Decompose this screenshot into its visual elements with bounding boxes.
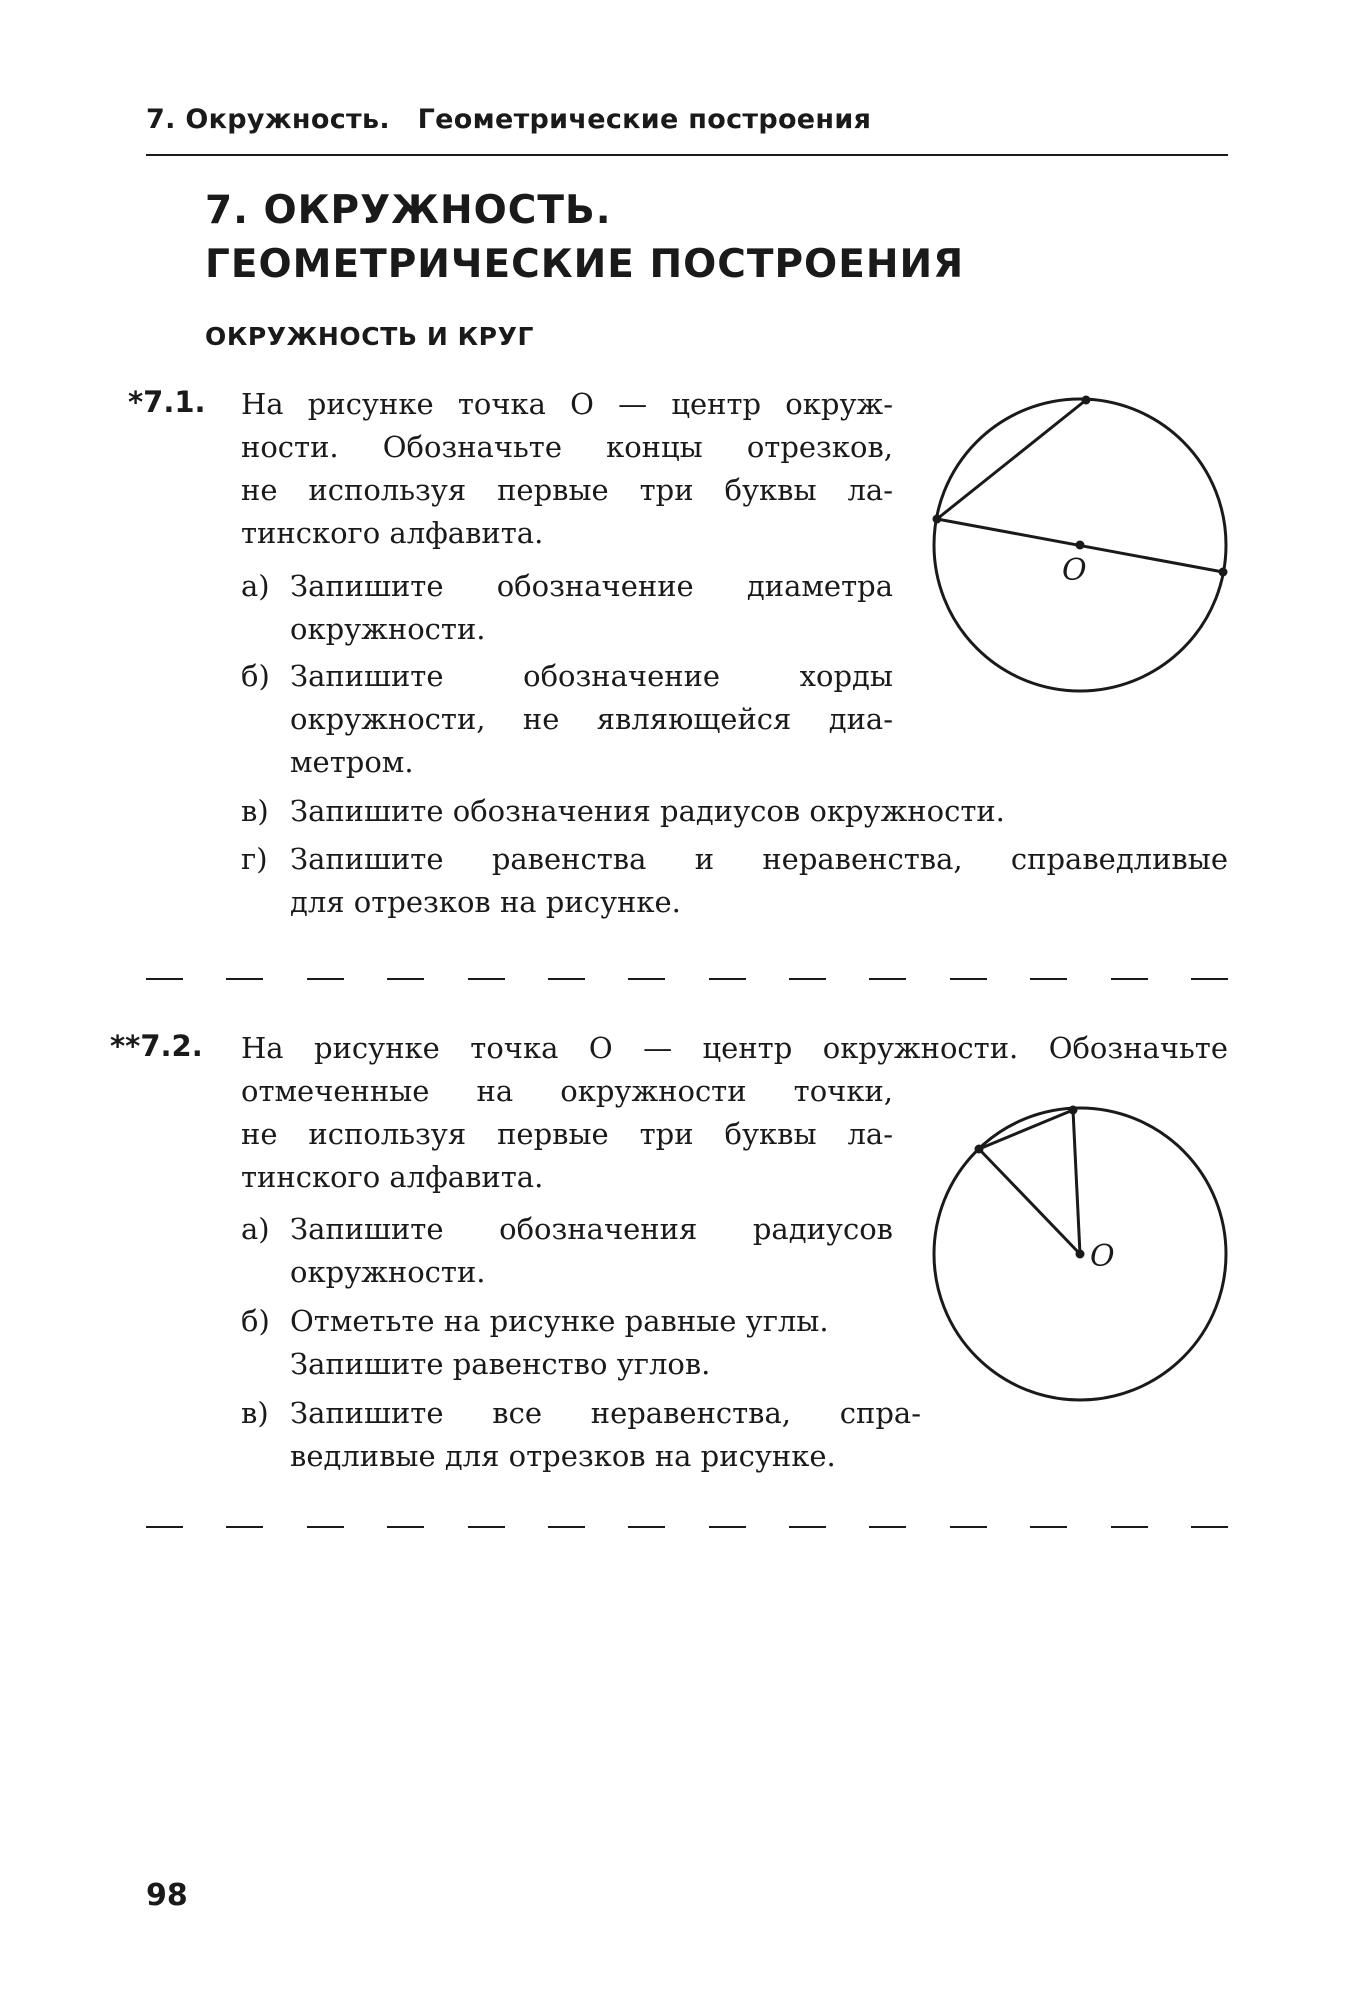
figure-7-2-circle-diagram <box>932 1106 1232 1406</box>
item-line: Запишите обозначение хорды <box>290 659 893 693</box>
task-7-2-item-b <box>241 1300 893 1386</box>
running-head-part1: Окружность. <box>185 104 390 135</box>
item-label: г) <box>241 842 268 876</box>
point-dot <box>975 1145 984 1154</box>
item-line: Запишите равенства и неравенства, справедливые <box>290 842 1228 876</box>
item-label: б) <box>241 1304 270 1338</box>
task-7-1-intro-line: тинского алфавита. <box>241 516 544 550</box>
center-dot <box>1076 541 1085 550</box>
task-7-2-intro-line: На рисунке точка О — центр окружности. Обозначьте <box>241 1031 1228 1065</box>
chapter-title <box>205 184 964 292</box>
item-label: в) <box>241 794 269 828</box>
task-7-1-intro-line: На рисунке точка О — центр окруж- <box>241 387 893 421</box>
figure-7-1-circle-diagram <box>930 390 1230 700</box>
item-line: окружности, не являющейся диа- <box>290 702 893 736</box>
task-7-1-item-b <box>241 655 893 784</box>
header-rule <box>146 154 1228 156</box>
task-7-1-item-c <box>241 790 1228 833</box>
center-label: O <box>1090 1239 1115 1274</box>
running-head-part2: Геометрические построения <box>417 104 872 135</box>
chapter-title-line1: 7. ОКРУЖНОСТЬ. <box>205 188 612 233</box>
task-7-1-intro-line: не используя первые три буквы ла- <box>241 473 893 507</box>
item-label: в) <box>241 1396 269 1430</box>
endpoint-dot <box>1082 396 1091 405</box>
radius-segment <box>1073 1110 1080 1254</box>
point-dot <box>1069 1106 1078 1115</box>
task-7-2-item-a <box>241 1208 893 1294</box>
center-label: O <box>1062 553 1087 588</box>
item-label: а) <box>241 1212 270 1246</box>
task-7-1-intro <box>241 383 893 555</box>
item-line: Запишите обозначения радиусов <box>290 1212 893 1246</box>
item-line: Запишите обозначения радиусов окружности. <box>290 794 1005 828</box>
chapter-title-line2: ГЕОМЕТРИЧЕСКИЕ ПОСТРОЕНИЯ <box>205 242 965 287</box>
chord-segment <box>937 400 1086 519</box>
chord-segment <box>979 1110 1073 1149</box>
running-head-number: 7. <box>146 104 176 135</box>
endpoint-dot <box>933 515 942 524</box>
task-7-2-intro-line: тинского алфавита. <box>241 1160 544 1194</box>
item-label: б) <box>241 659 270 693</box>
endpoint-dot <box>1219 568 1228 577</box>
task-7-1-intro-line: ности. Обозначьте концы отрезков, <box>241 430 893 464</box>
item-label: а) <box>241 569 270 603</box>
running-head <box>146 104 871 135</box>
page-number: 98 <box>146 1878 188 1913</box>
item-line: окружности. <box>290 612 486 646</box>
task-number-7-2: **7.2. <box>110 1029 203 1063</box>
item-line: окружности. <box>290 1255 486 1289</box>
task-7-2-intro-first <box>241 1027 1228 1070</box>
task-7-1-item-a <box>241 565 893 651</box>
radius-segment <box>979 1149 1080 1254</box>
item-line: Отметьте на рисунке равные углы. <box>290 1304 829 1338</box>
item-line: метром. <box>290 745 414 779</box>
center-dot <box>1076 1250 1085 1259</box>
task-7-2-item-c <box>241 1392 921 1478</box>
item-line: Запишите равенство углов. <box>290 1347 711 1381</box>
task-7-1-item-d <box>241 838 1228 924</box>
dashed-separator <box>146 1526 1228 1528</box>
task-7-2-intro-rest <box>241 1070 893 1199</box>
item-line: Запишите обозначение диаметра <box>290 569 893 603</box>
section-title: ОКРУЖНОСТЬ И КРУГ <box>205 322 535 351</box>
dashed-separator <box>146 978 1228 980</box>
item-line: для отрезков на рисунке. <box>290 885 681 919</box>
item-line: Запишите все неравенства, спра- <box>290 1396 921 1430</box>
task-7-2-intro-line: не используя первые три буквы ла- <box>241 1117 893 1151</box>
item-line: ведливые для отрезков на рисунке. <box>290 1439 836 1473</box>
task-7-2-intro-line: отмеченные на окружности точки, <box>241 1074 893 1108</box>
task-number-7-1: *7.1. <box>128 385 206 419</box>
